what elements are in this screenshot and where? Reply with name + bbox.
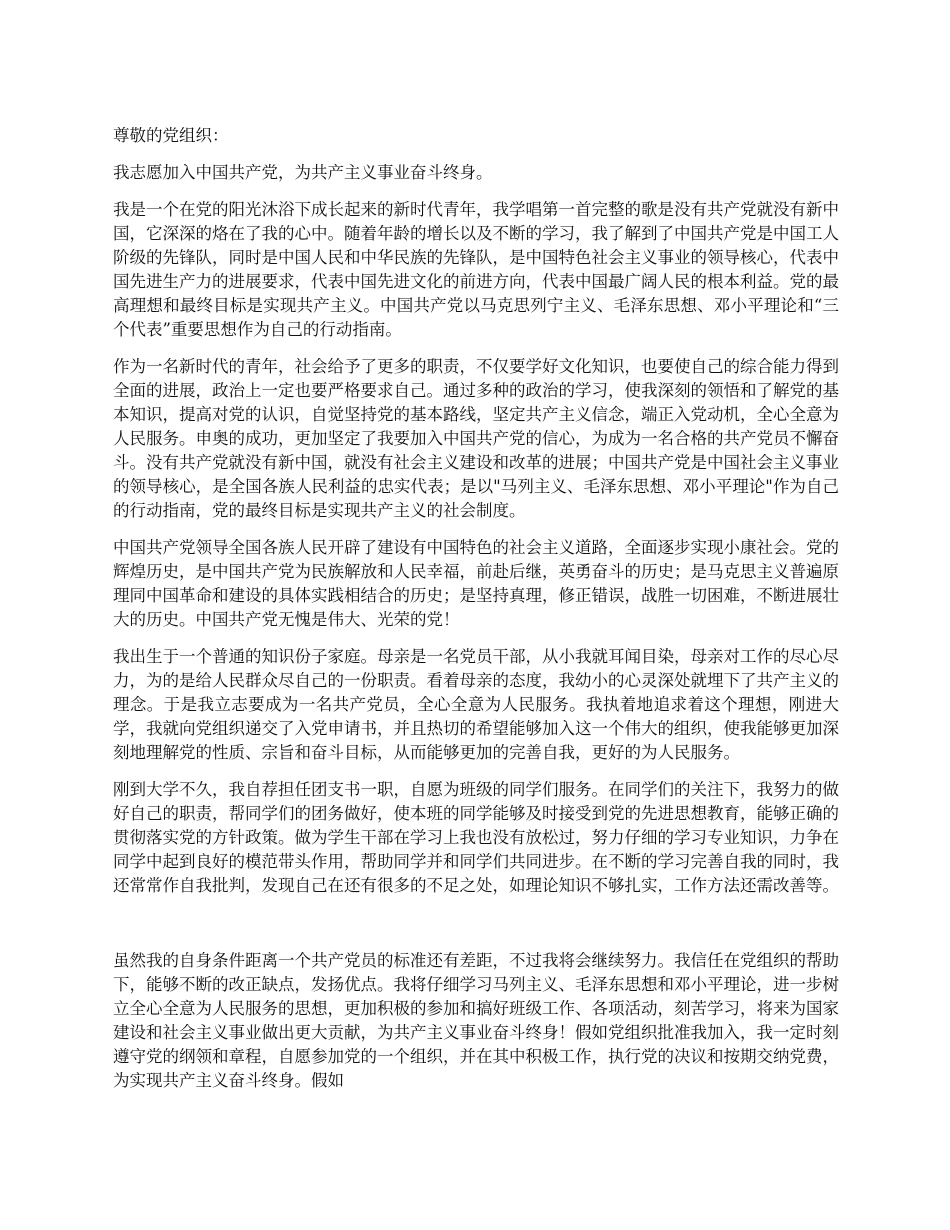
document-body — [113, 124, 839, 1106]
paragraph: 中国共产党领导全国各族人民开辟了建设有中国特色的社会主义道路，全面逐步实现小康社会。党的辉煌历史，是中国共产党为民族解放和人民幸福，前赴后继，英勇奋斗的历史；是马克思主义普遍原理同中国革命和建设的具体实践相结合的历史；是坚持真理，修正错误，战胜一切困难，不断进展壮大的历史。中国共产党无愧是伟大、光荣的党！ — [113, 538, 839, 629]
paragraph: 作为一名新时代的青年，社会给予了更多的职责，不仅要学好文化知识，也要使自己的综合能力得到全面的进展，政治上一定也要严格要求自己。通过多种的政治的学习，使我深刻的领悟和了解党的基本知识，提高对党的认识，自觉坚持党的基本路线，坚定共产主义信念，端正入党动机，全心全意为人民服务。申奥的成功，更加坚定了我要加入中国共产党的信心，为成为一名合格的共产党员不懈奋斗。没有共产党就没有新中国，就没有社会主义建设和改革的进展；中国共产党是中国社会主义事业的领导核心，是全国各族人民利益的忠实代表；是以"马列主义、毛泽东思想、邓小平理论"作为自己的行动指南，党的最终目标是实现共产主义的社会制度。 — [113, 357, 839, 520]
paragraph: 我出生于一个普通的知识份子家庭。母亲是一名党员干部，从小我就耳闻目染，母亲对工作的尽心尽力，为的是给人民群众尽自己的一份职责。看着母亲的态度，我幼小的心灵深处就埋下了共产主义的理念。于是我立志要成为一名共产党员，全心全意为人民服务。我执着地追求着这个理想，刚进大学，我就向党组织递交了入党申请书，并且热切的希望能够加入这一个伟大的组织，使我能够更加深刻地理解党的性质、宗旨和奋斗目标，从而能够更加的完善自我，更好的为人民服务。 — [113, 647, 839, 762]
paragraph: 我是一个在党的阳光沐浴下成长起来的新时代青年，我学唱第一首完整的歌是没有共产党就没有新中国，它深深的烙在了我的心中。随着年龄的增长以及不断的学习，我了解到了中国共产党是中国工人阶级的先锋队，同时是中国人民和中华民族的先锋队，是中国特色社会主义事业的领导核心，代表中国先进生产力的进展要求，代表中国先进文化的前进方向，代表中国最广阔人民的根本利益。党的最高理想和最终目标是实现共产主义。中国共产党以马克思列宁主义、毛泽东思想、邓小平理论和“三个代表”重要思想作为自己的行动指南。 — [113, 200, 839, 339]
blank-gap — [113, 911, 839, 949]
paragraph: 我志愿加入中国共产党，为共产主义事业奋斗终身。 — [113, 163, 493, 182]
paragraph: 虽然我的自身条件距离一个共产党员的标准还有差距，不过我将会继续努力。我信任在党组织的帮助下，能够不断的改正缺点，发扬优点。我将仔细学习马列主义、毛泽东思想和邓小平理论，进一步树立全心全意为人民服务的思想，更加积极的参加和搞好班级工作、各项活动，刻苦学习，将来为国家建设和社会主义事业做出更大贡献，为共产主义事业奋斗终身！假如党组织批准我加入，我一定时刻遵守党的纲领和章程，自愿参加党的一个组织，并在其中积极工作，执行党的决议和按期交纳党费，为实现共产主义奋斗终身。假如 — [113, 951, 839, 1090]
salutation: 尊敬的党组织： — [113, 126, 229, 145]
paragraph: 刚到大学不久，我自荐担任团支书一职，自愿为班级的同学们服务。在同学们的关注下，我努力的做好自己的职责，帮同学们的团务做好，使本班的同学能够及时接受到党的先进思想教育，能够正确的贯彻落实党的方针政策。做为学生干部在学习上我也没有放松过，努力仔细的学习专业知识，力争在同学中起到良好的模范带头作用，帮助同学并和同学们共同进步。在不断的学习完善自我的同时，我还常常作自我批判，发现自己在还有很多的不足之处，如理论知识不够扎实，工作方法还需改善等。 — [113, 780, 839, 895]
